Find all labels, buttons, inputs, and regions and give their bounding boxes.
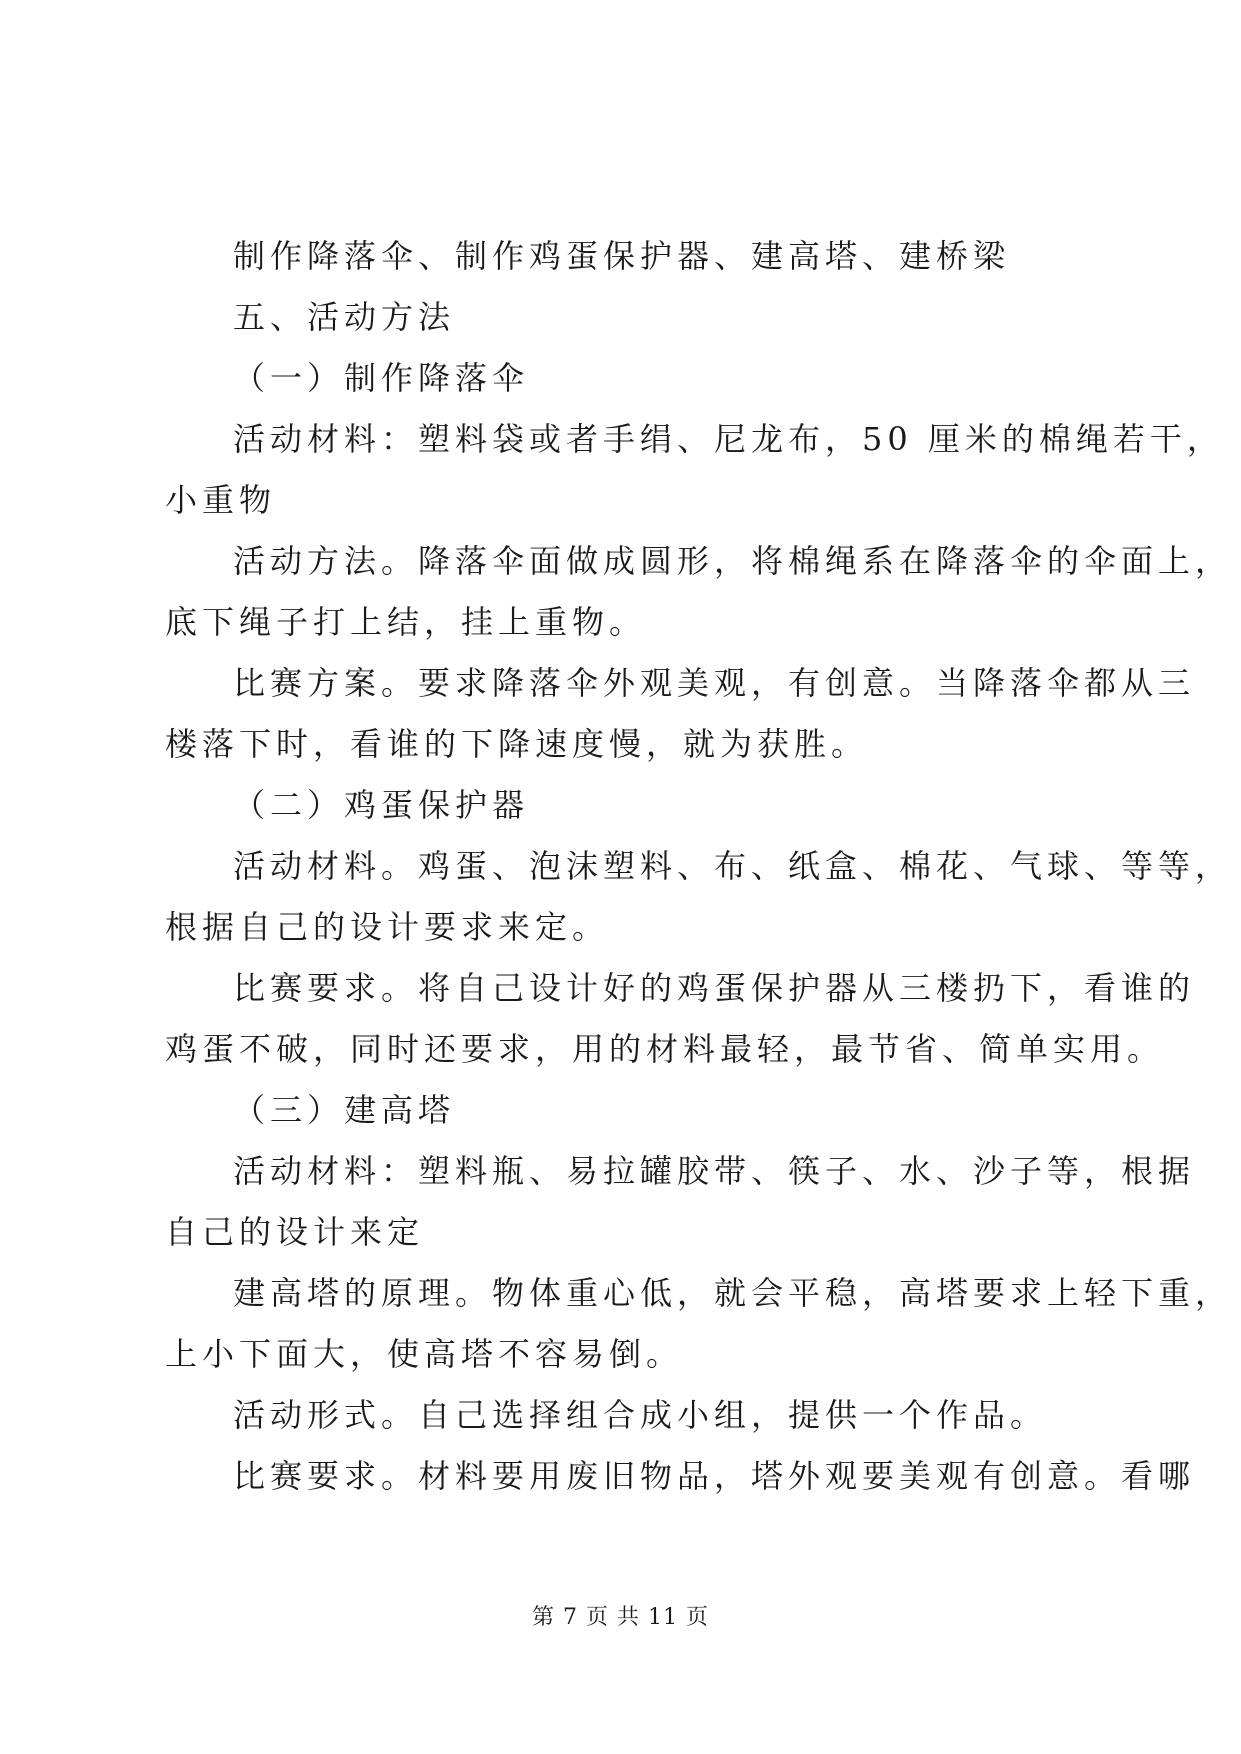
subsection-heading: [165, 348, 1080, 409]
paragraph-line: 比赛要求。材料要用废旧物品，塔外观要美观有创意。看哪: [233, 1457, 1196, 1495]
paragraph-line: 上小下面大，使高塔不容易倒。: [165, 1335, 684, 1373]
paragraph: [165, 1385, 1080, 1446]
paragraph: [165, 653, 1196, 775]
subsection-heading-text: （二）鸡蛋保护器: [233, 786, 530, 824]
paragraph: [165, 226, 1080, 287]
document-body: [165, 226, 1233, 1507]
paragraph-line: 建高塔的原理。物体重心低，就会平稳，高塔要求上轻下重，: [233, 1274, 1233, 1312]
paragraph-line: 鸡蛋不破，同时还要求，用的材料最轻，最节省、简单实用。: [165, 1030, 1165, 1068]
paragraph-line: 自己的设计来定: [165, 1213, 425, 1251]
section-heading: [165, 287, 1080, 348]
paragraph: [165, 1141, 1196, 1263]
paragraph-line: 根据自己的设计要求来定。: [165, 908, 610, 946]
paragraph: [165, 1263, 1233, 1385]
paragraph: [165, 958, 1196, 1080]
paragraph-line: 比赛方案。要求降落伞外观美观，有创意。当降落伞都从三: [233, 664, 1196, 702]
page-number-footer: 第 7 页 共 11 页: [532, 1605, 709, 1630]
subsection-heading-text: （三）建高塔: [233, 1091, 456, 1129]
paragraph-line: 制作降落伞、制作鸡蛋保护器、建高塔、建桥梁: [233, 237, 1011, 275]
paragraph-line: 底下绳子打上结，挂上重物。: [165, 603, 647, 641]
paragraph: [165, 531, 1233, 653]
paragraph-line: 比赛要求。将自己设计好的鸡蛋保护器从三楼扔下，看谁的: [233, 969, 1196, 1007]
subsection-heading: [165, 1080, 1080, 1141]
paragraph: [165, 1446, 1196, 1507]
paragraph: [165, 836, 1233, 958]
section-heading-text: 五、活动方法: [233, 298, 456, 336]
paragraph-line: 活动材料：塑料瓶、易拉罐胶带、筷子、水、沙子等，根据: [233, 1152, 1196, 1190]
paragraph-line: 活动材料：塑料袋或者手绢、尼龙布，50 厘米的棉绳若干，: [233, 420, 1224, 458]
subsection-heading-text: （一）制作降落伞: [233, 359, 530, 397]
paragraph-line: 活动形式。自己选择组合成小组，提供一个作品。: [233, 1396, 1048, 1434]
subsection-heading: [165, 775, 1080, 836]
paragraph-line: 楼落下时，看谁的下降速度慢，就为获胜。: [165, 725, 869, 763]
paragraph-line: 活动材料。鸡蛋、泡沫塑料、布、纸盒、棉花、气球、等等，: [233, 847, 1233, 885]
paragraph: [165, 409, 1224, 531]
paragraph-line: 活动方法。降落伞面做成圆形，将棉绳系在降落伞的伞面上，: [233, 542, 1233, 580]
paragraph-line: 小重物: [165, 481, 277, 519]
